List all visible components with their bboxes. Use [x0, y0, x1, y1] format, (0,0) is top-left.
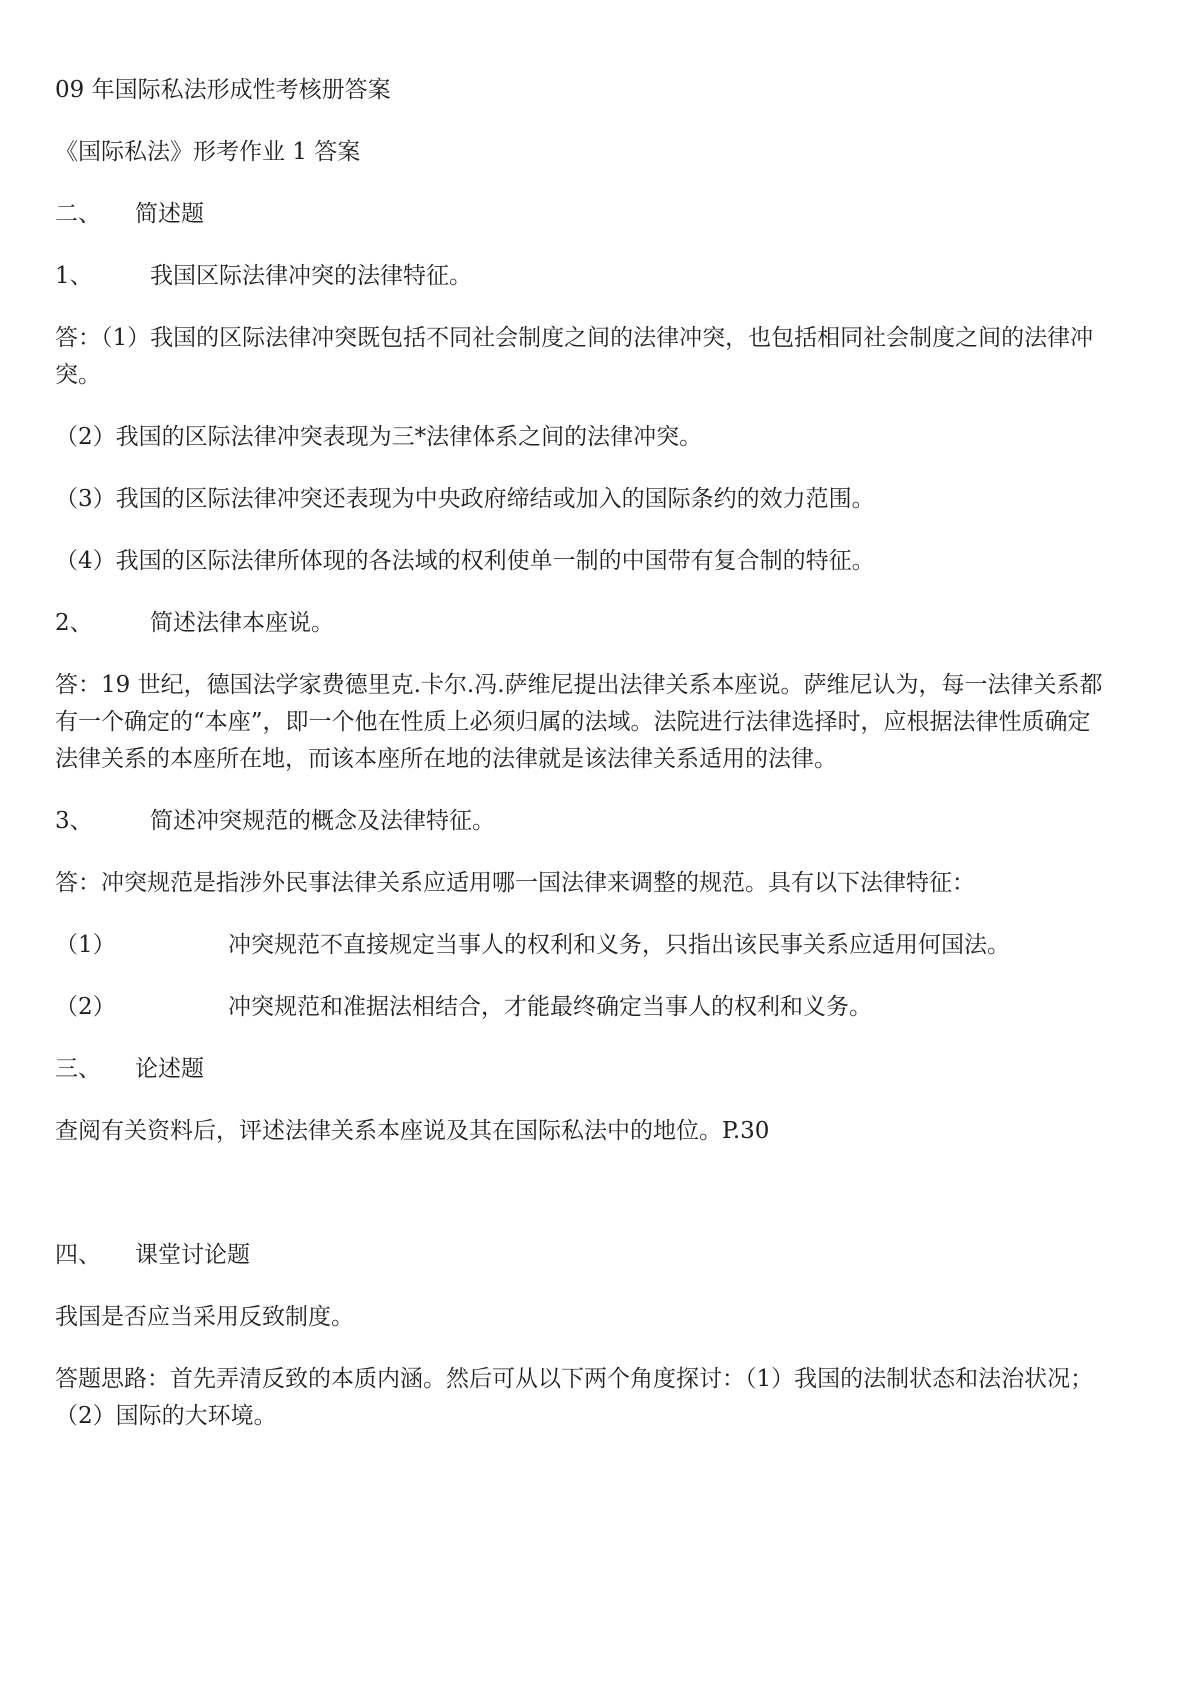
answer-3-feature-1-text: 冲突规范不直接规定当事人的权利和义务，只指出该民事关系应适用何国法。	[228, 932, 1010, 958]
answer-1-part-4-text: （4）我国的区际法律所体现的各法域的权利使单一制的中国带有复合制的特征。	[55, 548, 875, 574]
answer-2	[55, 667, 1105, 778]
question-1-label: 1、	[55, 263, 93, 289]
question-2	[55, 605, 1105, 642]
discussion-guidance-text: 答题思路：首先弄清反致的本质内涵。然后可从以下两个角度探讨：（1）我国的法制状态和法治状况；（2）国际的大环境。	[55, 1366, 1094, 1429]
section-heading-2	[55, 196, 1105, 233]
answer-2-text: 答：19 世纪，德国法学家费德里克.卡尔.冯.萨维尼提出法律关系本座说。萨维尼认为，每一法律关系都有一个确定的“本座”，即一个他在性质上必须归属的法域。法院进行法律选择时，应根据法律性质确定法律关系的本座所在地，而该本座所在地的法律就是该法律关系适用的法律。	[55, 672, 1103, 772]
answer-1-part-2-text: （2）我国的区际法律冲突表现为三*法律体系之间的法律冲突。	[55, 424, 703, 450]
section-heading-3-text: 论述题	[135, 1056, 204, 1082]
question-3-label: 3、	[55, 808, 93, 834]
blank-line	[55, 1175, 1105, 1212]
paragraph-list	[55, 72, 1105, 1435]
question-2-text: 简述法律本座说。	[150, 610, 334, 636]
answer-3-feature-1	[55, 927, 1105, 964]
answer-1-part-4	[55, 543, 1105, 580]
answer-3-intro	[55, 865, 1105, 902]
section-heading-2-text: 简述题	[135, 201, 204, 227]
answer-3-feature-2-label: （2）	[55, 994, 116, 1020]
section-heading-2-label: 二、	[55, 201, 101, 227]
section-heading-4-text: 课堂讨论题	[135, 1242, 250, 1268]
question-3	[55, 803, 1105, 840]
section-heading-4	[55, 1237, 1105, 1274]
doc-title-line-2-text: 《国际私法》形考作业 1 答案	[55, 139, 361, 165]
answer-1-part-1-text: 答：（1）我国的区际法律冲突既包括不同社会制度之间的法律冲突，也包括相同社会制度之间的法律冲突。	[55, 325, 1094, 388]
answer-3-feature-2	[55, 989, 1105, 1026]
answer-1-part-3	[55, 481, 1105, 518]
answer-1-part-3-text: （3）我国的区际法律冲突还表现为中央政府缔结或加入的国际条约的效力范围。	[55, 486, 875, 512]
question-3-text: 简述冲突规范的概念及法律特征。	[150, 808, 495, 834]
answer-3-feature-1-label: （1）	[55, 932, 116, 958]
answer-3-intro-text: 答：冲突规范是指涉外民事法律关系应适用哪一国法律来调整的规范。具有以下法律特征：	[55, 870, 975, 896]
answer-1-part-2	[55, 419, 1105, 456]
question-1	[55, 258, 1105, 295]
discussion-question	[55, 1299, 1105, 1336]
doc-title-line-1-text: 09 年国际私法形成性考核册答案	[55, 77, 391, 103]
question-2-label: 2、	[55, 610, 93, 636]
answer-3-feature-2-text: 冲突规范和准据法相结合，才能最终确定当事人的权利和义务。	[228, 994, 872, 1020]
section-heading-3-label: 三、	[55, 1056, 101, 1082]
discussion-guidance	[55, 1361, 1105, 1435]
answer-1-part-1	[55, 320, 1105, 394]
essay-question	[55, 1113, 1105, 1150]
doc-title-line-1	[55, 72, 1105, 109]
discussion-question-text: 我国是否应当采用反致制度。	[55, 1304, 354, 1330]
doc-title-line-2	[55, 134, 1105, 171]
question-1-text: 我国区际法律冲突的法律特征。	[150, 263, 472, 289]
section-heading-3	[55, 1051, 1105, 1088]
section-heading-4-label: 四、	[55, 1242, 101, 1268]
essay-question-text: 查阅有关资料后，评述法律关系本座说及其在国际私法中的地位。P.30	[55, 1118, 770, 1144]
